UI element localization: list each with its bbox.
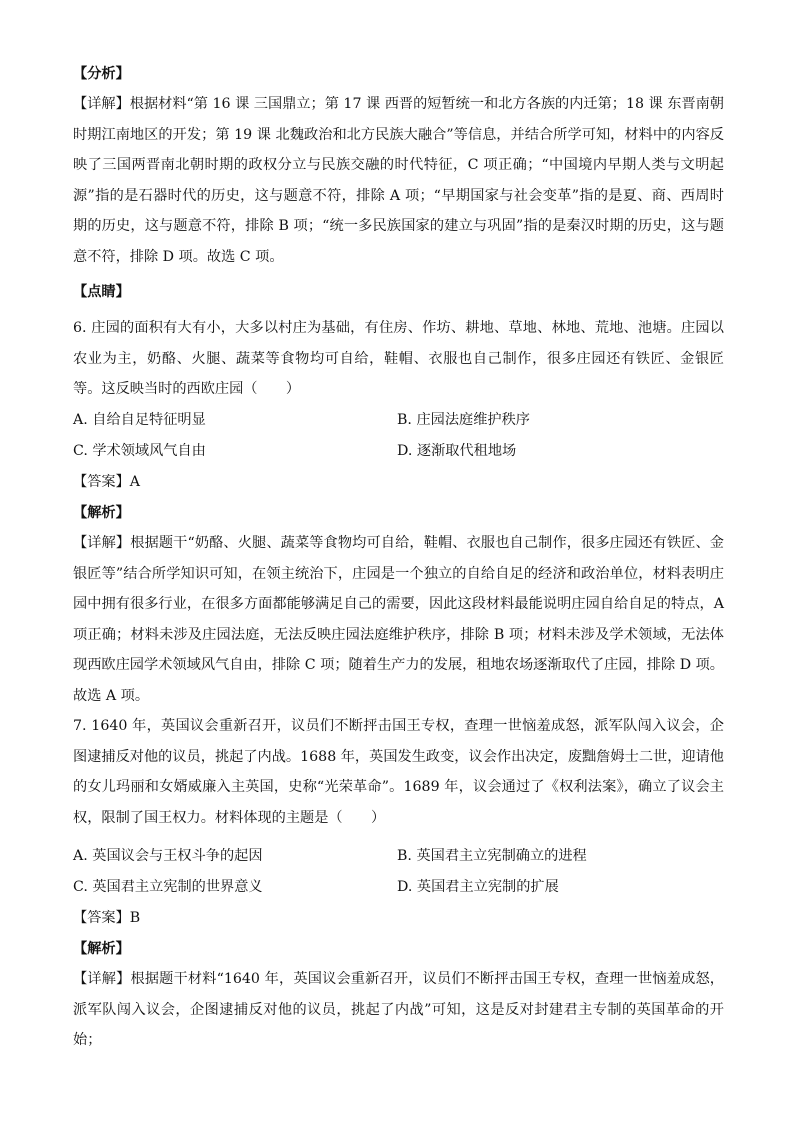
detail-paragraph: 【详解】根据材料“第 16 课 三国鼎立；第 17 课 西晋的短暂统一和北方各族的内迁第；18 课 东晋南朝时期江南地区的开发；第 19 课 北魏政治和北方民族大融合”等信息，并结合所学可知，材料中的内容反映了三国两晋南北朝时期的政权分立与民族交融的时代特征，C 项正确；“中国境内早期人类与文明起源”指的是石器时代的历史，这与题意不符，排除 A 项；“早期国家与社会变革”指的是夏、商、西周时期的历史，这与题意不符，排除 B 项；“统一多民族国家的建立与巩固”指的是秦汉时期的历史，这与题意不符，排除 D 项。故选 C 项。 (73, 96, 724, 265)
q6-option-d: D. 逐渐取代租地场 (397, 443, 517, 459)
q6-option-c: C. 学术领域风气自由 (73, 443, 206, 459)
q6-analysis-header: 【解析】 (73, 505, 130, 521)
q7-analysis-header: 【解析】 (73, 941, 130, 957)
analysis-header: 【分析】 (73, 66, 130, 82)
q7-answer: 【答案】B (73, 910, 141, 926)
question-7-stem: 7. 1640 年，英国议会重新召开，议员们不断抨击国王专权，查理一世恼羞成怒，派军队闯入议会，企图逮捕反对他的议员，挑起了内战。1688 年，英国发生政变，议会作出决定，废黜詹姆士二世，迎请他的女儿玛丽和女婿威廉入主英国，史称“光荣革命”。1689 年，议会通过了《权利法案》，确立了议会主权，限制了国王权力。材料体现的主题是（ ） (73, 718, 724, 826)
q7-option-c: C. 英国君主立宪制的世界意义 (73, 879, 263, 895)
q6-option-a: A. 自给自足特征明显 (73, 412, 206, 428)
question-6-stem: 6. 庄园的面积有大有小，大多以村庄为基础，有住房、作坊、耕地、草地、林地、荒地、池塘。庄园以农业为主，奶酪、火腿、蔬菜等食物均可自给，鞋帽、衣服也自己制作，很多庄园还有铁匠、金银匠等。这反映当时的西欧庄园（ ） (73, 320, 724, 398)
comment-header: 【点睛】 (73, 284, 130, 300)
q7-option-b: B. 英国君主立宪制确立的进程 (397, 848, 587, 864)
q6-answer: 【答案】A (73, 474, 140, 490)
q6-option-b: B. 庄园法庭维护秩序 (397, 412, 530, 428)
q7-option-d: D. 英国君主立宪制的扩展 (397, 879, 559, 895)
q7-option-a: A. 英国议会与王权斗争的起因 (73, 848, 263, 864)
q7-detail-paragraph: 【详解】根据题干材料“1640 年，英国议会重新召开，议员们不断抨击国王专权，查理一世恼羞成怒，派军队闯入议会，企图逮捕反对他的议员，挑起了内战”可知，这是反对封建君主专制的英国革命的开始； (73, 971, 724, 1049)
q6-detail-paragraph: 【详解】根据题干“奶酪、火腿、蔬菜等食物均可自给，鞋帽、衣服也自己制作，很多庄园还有铁匠、金银匠等”结合所学知识可知，在领主统治下，庄园是一个独立的自给自足的经济和政治单位，材料表明庄园中拥有很多行业，在很多方面都能够满足自己的需要，因此这段材料最能说明庄园自给自足的特点，A 项正确；材料未涉及庄园法庭，无法反映庄园法庭维护秩序，排除 B 项；材料未涉及学术领域，无法体现西欧庄园学术领域风气自由，排除 C 项；随着生产力的发展，租地农场逐渐取代了庄园，排除 D 项。故选 A 项。 (73, 535, 724, 704)
